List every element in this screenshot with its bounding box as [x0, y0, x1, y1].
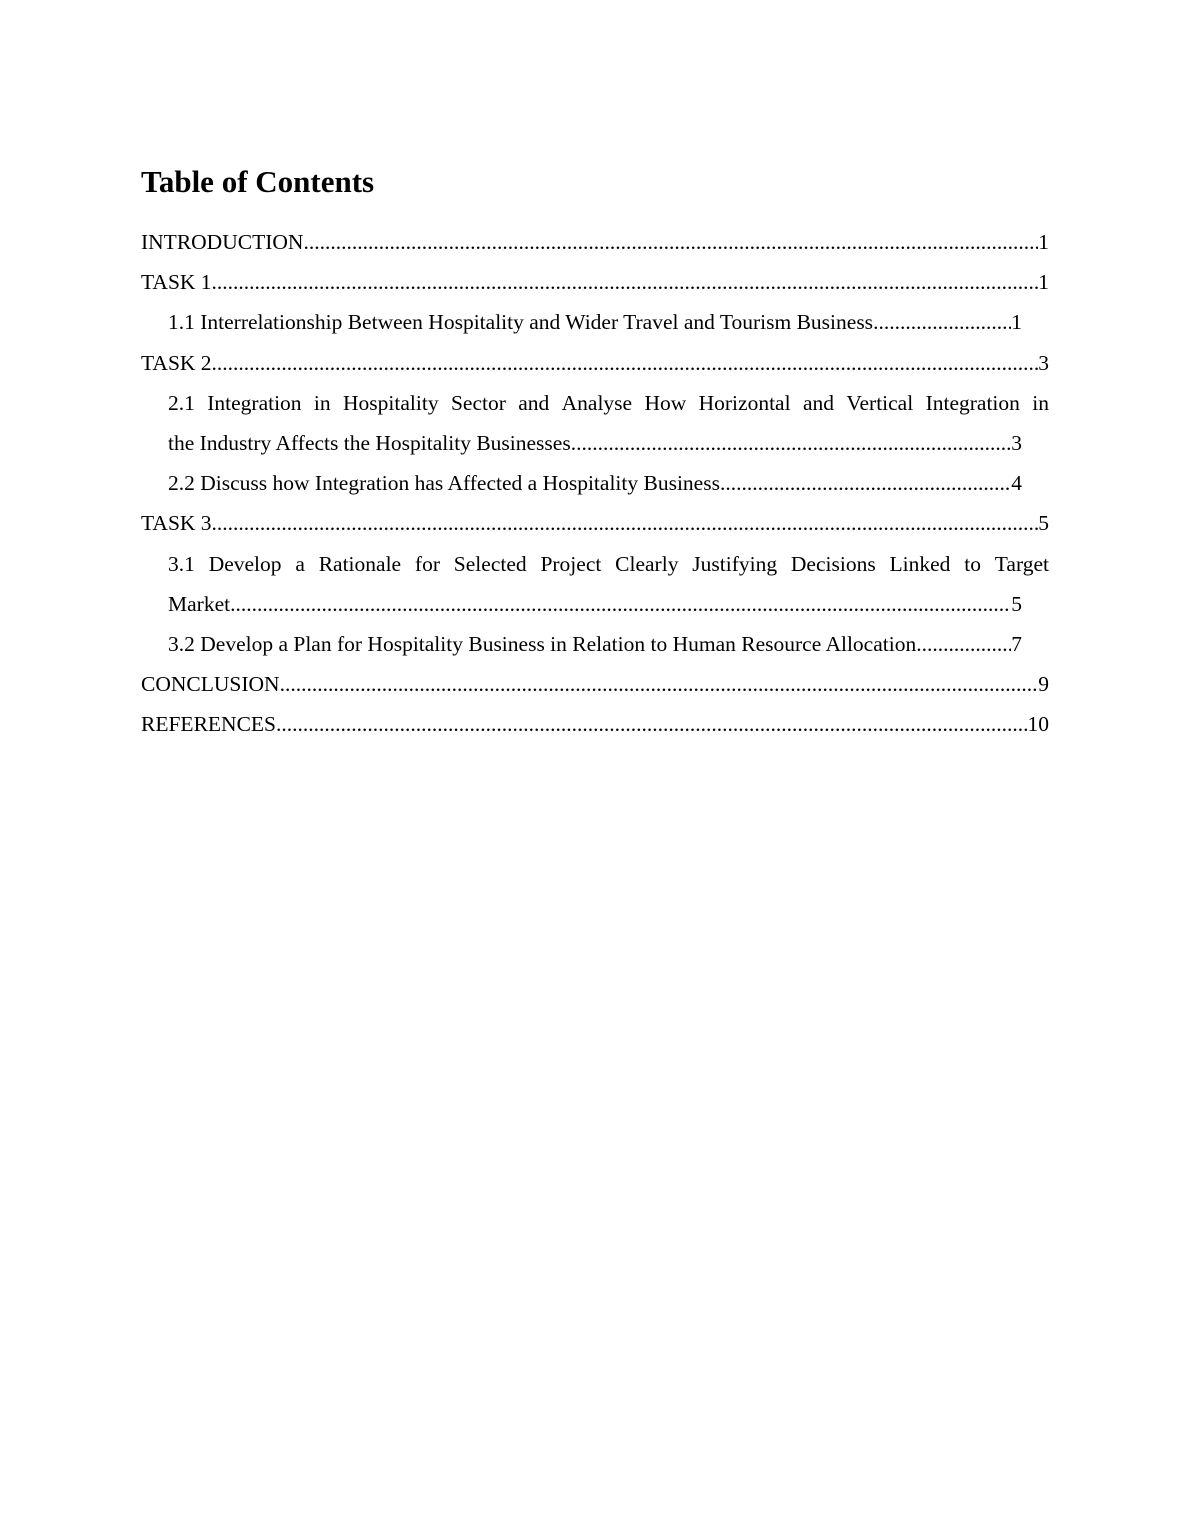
toc-entry-label-line1	[168, 383, 1049, 423]
toc-leader-dots	[212, 262, 1039, 302]
toc-word: in	[1032, 390, 1049, 415]
toc-page-number: 5	[1011, 591, 1022, 616]
toc-leader-dots	[303, 222, 1038, 262]
toc-entry-2-2[interactable]	[168, 463, 1049, 503]
toc-entry-2-1[interactable]	[168, 383, 1049, 463]
toc-entry-label: TASK 3	[141, 511, 212, 536]
toc-page-number: 5	[1038, 511, 1049, 536]
toc-word: How	[644, 390, 687, 415]
toc-entry-label: 2.2 Discuss how Integration has Affected a Hospitality Business	[168, 471, 720, 496]
toc-list	[141, 222, 1049, 745]
toc-entry-3-1[interactable]	[168, 544, 1049, 624]
toc-entry-label-line2: Market	[168, 591, 231, 616]
toc-leader-dots	[720, 463, 1011, 503]
toc-page-number: 1	[1038, 230, 1049, 254]
toc-word: a	[295, 551, 305, 576]
toc-word: Hospitality	[343, 390, 439, 415]
toc-leader-dots	[571, 423, 1012, 463]
document-page	[141, 160, 1049, 745]
toc-entry-label: REFERENCES	[141, 712, 276, 737]
toc-entry-task-3[interactable]	[141, 503, 1049, 543]
toc-leader-dots	[212, 503, 1039, 543]
toc-leader-dots	[280, 664, 1039, 704]
toc-word: Project	[540, 551, 602, 576]
toc-word: Selected	[453, 551, 527, 576]
toc-leader-dots	[916, 624, 1011, 664]
toc-entry-label: 3.2 Develop a Plan for Hospitality Business in Relation to Human Resource Allocation	[168, 632, 917, 657]
toc-word: Decisions	[790, 551, 876, 576]
toc-word: and	[802, 390, 834, 415]
toc-entry-label: 1.1 Interrelationship Between Hospitality and Wider Travel and Tourism Business	[168, 310, 874, 335]
toc-page-number: 1	[1011, 310, 1022, 335]
toc-word: 3.1	[168, 551, 195, 576]
toc-entry-task-1[interactable]	[141, 262, 1049, 302]
toc-page-number: 1	[1038, 270, 1049, 295]
toc-page-number: 3	[1011, 431, 1022, 456]
toc-entry-label-line1	[168, 544, 1049, 584]
toc-word: Sector	[450, 390, 506, 415]
toc-entry-label: TASK 1	[141, 270, 212, 295]
toc-entry-label-line2: the Industry Affects the Hospitality Businesses	[168, 431, 571, 456]
toc-entry-task-2[interactable]	[141, 343, 1049, 383]
toc-word: Integration	[207, 390, 302, 415]
toc-page-number: 10	[1027, 712, 1049, 737]
toc-word: 2.1	[168, 390, 195, 415]
toc-page-number: 9	[1038, 672, 1049, 697]
toc-word: Target	[994, 551, 1049, 576]
toc-entry-label: INTRODUCTION	[141, 230, 304, 254]
toc-word: Justifying	[692, 551, 778, 576]
toc-entry-conclusion[interactable]	[141, 664, 1049, 704]
toc-entry-1-1[interactable]	[168, 302, 1049, 342]
toc-word: Develop	[208, 551, 282, 576]
toc-word: Analyse	[561, 390, 633, 415]
toc-leader-dots	[276, 704, 1028, 744]
toc-word: Linked	[889, 551, 951, 576]
toc-entry-references[interactable]	[141, 704, 1049, 744]
toc-word: to	[964, 551, 981, 576]
toc-title: Table of Contents	[141, 164, 375, 199]
toc-leader-dots	[230, 584, 1011, 624]
toc-entry-introduction[interactable]	[141, 222, 1049, 262]
toc-word: Rationale	[318, 551, 402, 576]
toc-word: and	[518, 390, 550, 415]
toc-word: Horizontal	[698, 390, 791, 415]
toc-word: in	[313, 390, 331, 415]
toc-word: Integration	[925, 390, 1020, 415]
toc-page-number: 4	[1011, 471, 1022, 496]
toc-entry-3-2[interactable]	[168, 624, 1049, 664]
toc-leader-dots	[873, 302, 1011, 342]
toc-leader-dots	[212, 343, 1039, 383]
toc-page-number: 7	[1011, 632, 1022, 657]
toc-word: Vertical	[846, 390, 914, 415]
toc-word: Clearly	[615, 551, 679, 576]
toc-entry-label: TASK 2	[141, 350, 212, 375]
toc-page-number: 3	[1038, 350, 1049, 375]
toc-entry-label: CONCLUSION	[141, 672, 280, 697]
toc-word: for	[414, 551, 440, 576]
